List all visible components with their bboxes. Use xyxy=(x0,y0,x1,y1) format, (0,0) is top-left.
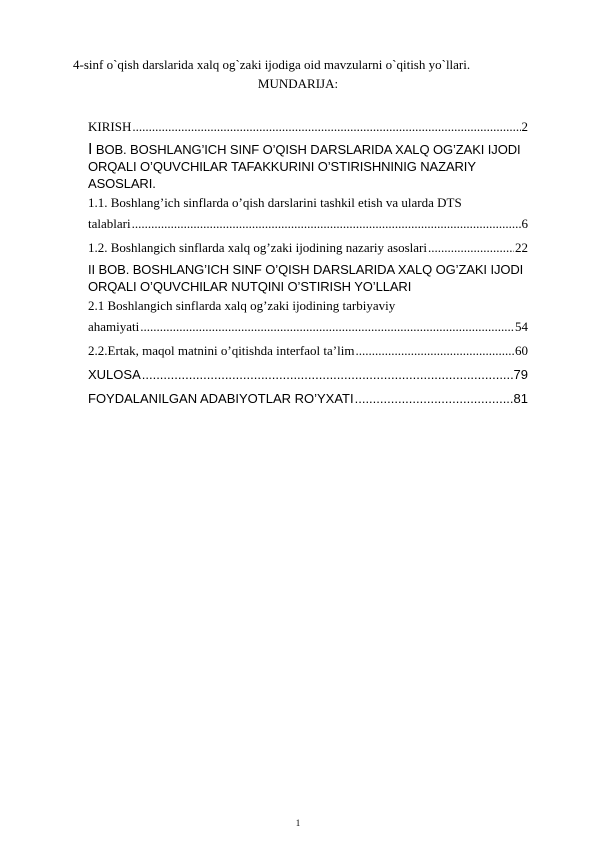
toc-heading: MUNDARIJA: xyxy=(257,76,339,91)
toc-entry-page: 60 xyxy=(515,343,528,358)
toc-entry-1-2 xyxy=(88,237,528,258)
toc-chapter-1 xyxy=(88,141,528,192)
toc-entry-conclusion xyxy=(88,364,528,385)
toc-entry-2-1 xyxy=(88,316,528,337)
toc-entry-1-1 xyxy=(88,213,528,234)
chapter-title: BOB. BOSHLANG’ICH SINF O’QISH DARSLARIDA XALQ OG’ZAKI IJODI ORQALI O’QUVCHILAR TAFAKKURINI O’STIRISHNINIG NAZARIY ASOSLARI. xyxy=(88,142,521,191)
toc-entry-page: 81 xyxy=(513,391,528,406)
dot-leader xyxy=(140,316,514,337)
dot-leader xyxy=(132,213,521,234)
table-of-contents xyxy=(88,116,528,409)
dot-leader xyxy=(355,388,513,409)
toc-entry-label: FOYDALANILGAN ADABIYOTLAR RO’YXATI xyxy=(88,391,354,406)
dot-leader xyxy=(142,364,513,385)
document-subject: 4-sinf o`qish darslarida xalq og`zaki ijodiga oid mavzularni o`qitish yo`llari. xyxy=(73,57,471,72)
toc-entry-intro xyxy=(88,116,528,137)
toc-entry-page: 54 xyxy=(515,319,528,334)
toc-entry-references xyxy=(88,388,528,409)
toc-chapter-2: II BOB. BOSHLANG’ICH SINF O’QISH DARSLARIDA XALQ OG’ZAKI IJODI ORQALI O’QUVCHILAR NUTQINI O’STIRISH YO’LLARI xyxy=(88,262,524,294)
dot-leader xyxy=(428,237,514,258)
dot-leader xyxy=(355,340,514,361)
chapter-numeral: I xyxy=(88,141,93,158)
toc-entry-label: 2.2.Ertak, maqol matnini o’qitishda interfaol ta’lim xyxy=(88,343,355,358)
toc-entry-label: talablari xyxy=(88,216,131,231)
toc-entry-label: ahamiyati xyxy=(88,319,140,334)
toc-entry-label: 1.2. Boshlangich sinflarda xalq og’zaki ijodining nazariy asoslari xyxy=(88,240,427,255)
toc-entry-page: 79 xyxy=(513,367,528,382)
toc-entry-2-2 xyxy=(88,340,528,361)
toc-entry-1-1-line1: 1.1. Boshlang’ich sinflarda o’qish darslarini tashkil etish va ularda DTS xyxy=(88,195,462,210)
page-number: 1 xyxy=(295,818,301,828)
toc-entry-page: 6 xyxy=(521,216,528,231)
toc-entry-label: KIRISH xyxy=(88,119,132,134)
toc-entry-page: 22 xyxy=(515,240,528,255)
toc-entry-2-1-line1: 2.1 Boshlangich sinflarda xalq og’zaki ijodining tarbiyaviy xyxy=(88,298,396,313)
toc-entry-label: XULOSA xyxy=(88,367,141,382)
toc-entry-page: 2 xyxy=(521,119,528,134)
dot-leader xyxy=(132,116,520,137)
